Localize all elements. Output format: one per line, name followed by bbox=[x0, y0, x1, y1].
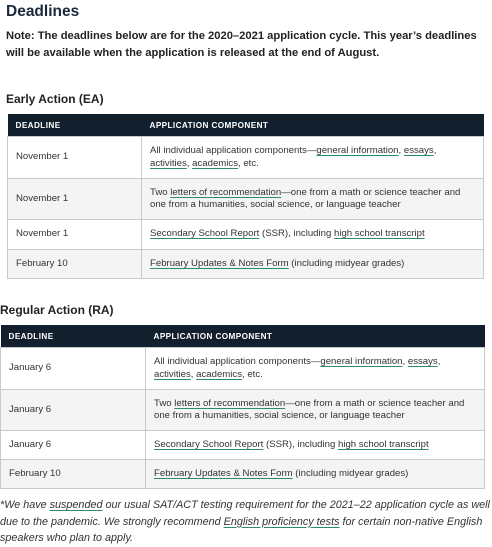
suspended-link[interactable]: suspended bbox=[49, 499, 103, 511]
general-information-link[interactable]: general information bbox=[320, 356, 403, 367]
table-row bbox=[1, 348, 485, 390]
essays-link[interactable]: essays bbox=[403, 145, 434, 156]
deadline-cell: January 6 bbox=[1, 431, 146, 460]
regular-action-table bbox=[0, 325, 485, 489]
academics-link[interactable]: academics bbox=[196, 368, 242, 380]
high-school-transcript-link[interactable]: high school transcript bbox=[337, 438, 429, 450]
deadline-cell: January 6 bbox=[1, 390, 146, 431]
separator: , bbox=[437, 356, 441, 367]
component-cell bbox=[142, 250, 484, 279]
separator: , bbox=[402, 356, 408, 367]
deadline-cell: January 6 bbox=[1, 348, 146, 390]
high-school-transcript-link[interactable]: high school transcript bbox=[333, 228, 425, 240]
note-text: The deadlines below are for the 2020–2021 application cycle. This year’s deadlines will be available when the application is released at the end of August. bbox=[6, 30, 477, 59]
page-title: Deadlines bbox=[6, 3, 80, 20]
component-text: Two bbox=[150, 186, 171, 198]
english-proficiency-tests-link[interactable]: English proficiency tests bbox=[223, 515, 340, 528]
table-row bbox=[1, 460, 485, 489]
column-header-component: APPLICATION COMPONENT bbox=[146, 325, 485, 348]
component-text: All individual application components— bbox=[150, 145, 317, 156]
early-action-table bbox=[7, 114, 484, 279]
footnote-text: *We have bbox=[0, 499, 50, 511]
component-text: (SSR), including bbox=[259, 228, 334, 240]
component-cell bbox=[142, 220, 484, 250]
component-cell bbox=[142, 179, 484, 220]
component-text: Two bbox=[154, 397, 175, 409]
table-row bbox=[8, 220, 484, 250]
academics-link[interactable]: academics bbox=[192, 157, 238, 169]
component-text: (including midyear grades) bbox=[288, 257, 405, 269]
february-updates-form-link[interactable]: February Updates & Notes Form bbox=[154, 467, 293, 479]
essays-link[interactable]: essays bbox=[407, 356, 438, 367]
component-cell bbox=[146, 390, 485, 431]
component-text: —one from a math or science teacher and one from a humanities, social science, or language teacher bbox=[150, 186, 461, 210]
table-row bbox=[1, 431, 485, 460]
footnote-text: for certain non-native English speakers who plan to apply. bbox=[0, 515, 483, 544]
component-text: —one from a math or science teacher and one from a humanities, social science, or language teacher bbox=[154, 397, 465, 421]
component-text: , etc. bbox=[242, 368, 263, 380]
component-cell bbox=[146, 431, 485, 460]
testing-footnote bbox=[0, 497, 492, 547]
component-text: (including midyear grades) bbox=[292, 467, 409, 479]
component-cell bbox=[142, 137, 484, 179]
table-header bbox=[8, 114, 484, 137]
column-header-deadline: DEADLINE bbox=[8, 114, 142, 137]
letters-of-recommendation-link[interactable]: letters of recommendation bbox=[174, 397, 286, 409]
deadline-cell: November 1 bbox=[8, 137, 142, 179]
note-label: Note: bbox=[6, 30, 35, 42]
deadline-cell: February 10 bbox=[8, 250, 142, 279]
table-header bbox=[1, 325, 485, 348]
table-row bbox=[8, 137, 484, 179]
deadline-cell: November 1 bbox=[8, 220, 142, 250]
component-cell bbox=[146, 348, 485, 390]
table-row bbox=[8, 250, 484, 279]
regular-action-heading: Regular Action (RA) bbox=[0, 303, 114, 317]
footnote-text: our usual SAT/ACT testing requirement for the 2021–22 application cycle as well due to the pandemic. We strongly recommend bbox=[0, 499, 490, 528]
separator: , bbox=[186, 157, 193, 169]
deadline-cell: November 1 bbox=[8, 179, 142, 220]
february-updates-form-link[interactable]: February Updates & Notes Form bbox=[150, 257, 289, 269]
component-text: , etc. bbox=[238, 157, 259, 169]
separator: , bbox=[398, 145, 404, 156]
component-text: (SSR), including bbox=[263, 438, 338, 450]
activities-link[interactable]: activities bbox=[154, 368, 191, 380]
letters-of-recommendation-link[interactable]: letters of recommendation bbox=[170, 186, 282, 198]
activities-link[interactable]: activities bbox=[150, 157, 187, 169]
table-row bbox=[1, 390, 485, 431]
column-header-component: APPLICATION COMPONENT bbox=[142, 114, 484, 137]
early-action-heading: Early Action (EA) bbox=[6, 92, 104, 106]
secondary-school-report-link[interactable]: Secondary School Report bbox=[150, 228, 260, 240]
deadlines-note bbox=[6, 28, 488, 62]
deadline-cell: February 10 bbox=[1, 460, 146, 489]
table-row bbox=[8, 179, 484, 220]
separator: , bbox=[190, 368, 197, 380]
secondary-school-report-link[interactable]: Secondary School Report bbox=[154, 438, 264, 450]
component-cell bbox=[146, 460, 485, 489]
general-information-link[interactable]: general information bbox=[316, 145, 399, 156]
column-header-deadline: DEADLINE bbox=[1, 325, 146, 348]
separator: , bbox=[433, 145, 437, 156]
component-text: All individual application components— bbox=[154, 356, 321, 367]
